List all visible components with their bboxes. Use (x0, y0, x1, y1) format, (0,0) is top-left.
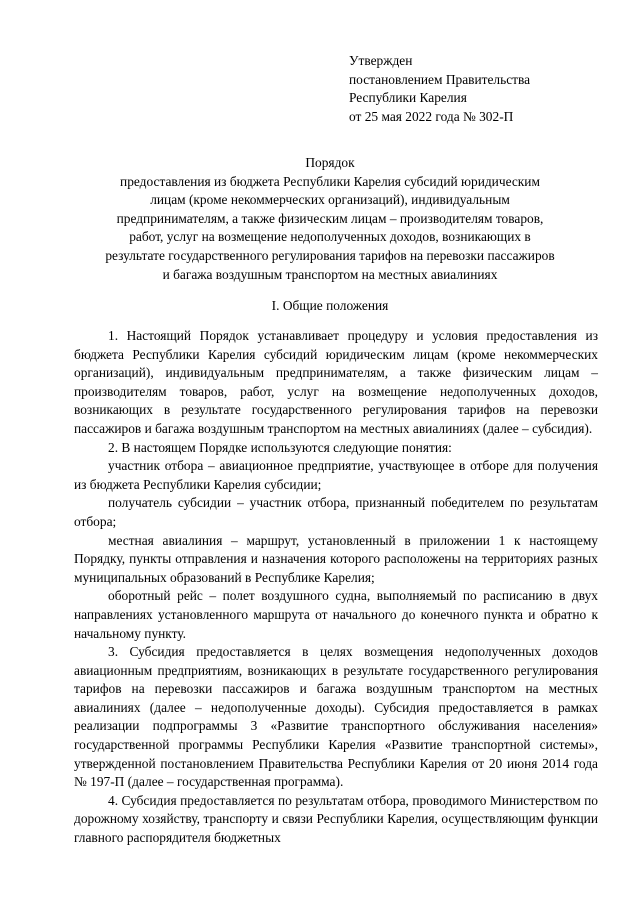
title-line-5: работ, услуг на возмещение недополученных доходов, возникающих в (129, 229, 531, 245)
document-body (74, 327, 598, 848)
title-line-1: Порядок (305, 155, 355, 170)
approval-line-4: от 25 мая 2022 года № 302-П (349, 108, 514, 124)
paragraph-7: 3. Субсидия предоставляется в целях возмещения недополученных доходов авиационным предприятиям, возникающих в результате государственного регулирования тарифов на перевозки пассажиров и багажа воздушным транспортом на местных авиалиниях (далее – недополученные доходы). Субсидия предоставляется в рамках реализации подпрограммы 3 «Развитие транспортного обслуживания населения» государственной программы Республики Карелия «Развитие транспортной системы», утвержденной постановлением Правительства Республики Карелия от 20 июня 2014 года № 197-П (далее – государственная программа). (74, 644, 598, 790)
approval-line-2: постановлением Правительства (349, 71, 531, 87)
paragraph-3: участник отбора – авиационное предприятие, участвующее в отборе для получения из бюджета Республики Карелия субсидии; (74, 458, 598, 492)
paragraph-4: получатель субсидии – участник отбора, признанный победителем по результатам отбора; (74, 495, 598, 529)
approval-stamp (349, 52, 609, 126)
paragraph-5: местная авиалиния – маршрут, установленный в приложении 1 к настоящему Порядку, пункты отправления и назначения которого расположены на территориях разных муниципальных образований в Республике Карелия; (74, 532, 598, 585)
title-line-2: предоставления из бюджета Республики Карелия субсидий юридическим (120, 173, 540, 189)
title-line-4: предпринимателям, а также физическим лицам – производителям товаров, (116, 210, 544, 226)
approval-line-1: Утвержден (349, 53, 413, 68)
document-title (60, 154, 600, 284)
title-line-3: лицам (кроме некоммерческих организаций), индивидуальным (150, 192, 510, 208)
title-line-6: результате государственного регулирования тарифов на перевозки пассажиров (105, 247, 555, 263)
title-line-7: и багажа воздушным транспортом на местных авиалиниях (162, 266, 498, 282)
paragraph-2: 2. В настоящем Порядке используются следующие понятия: (108, 439, 452, 455)
paragraph-1: 1. Настоящий Порядок устанавливает процедуру и условия предоставления из бюджета Республики Карелия субсидий юридическим лицам (кроме некоммерческих организаций), индивидуальным предпринимателям, а также физическим лицам – производителям товаров, работ, услуг на возмещение недополученных доходов, возникающих в результате государственного регулирования тарифов на перевозки пассажиров и багажа воздушным транспортом на местных авиалиниях (далее – субсидия). (74, 328, 598, 436)
paragraph-8: 4. Субсидия предоставляется по результатам отбора, проводимого Министерством по дорожному хозяйству, транспорту и связи Республики Карелия, осуществляющим функции главного распорядителя бюджетных (74, 792, 598, 846)
section-heading: I. Общие положения (271, 298, 389, 313)
paragraph-6: оборотный рейс – полет воздушного судна, выполняемый по расписанию в двух направлениях установленного маршрута от начального до конечного пункта и обратно к начальному пункту. (74, 588, 598, 641)
approval-line-3: Республики Карелия (349, 90, 467, 106)
